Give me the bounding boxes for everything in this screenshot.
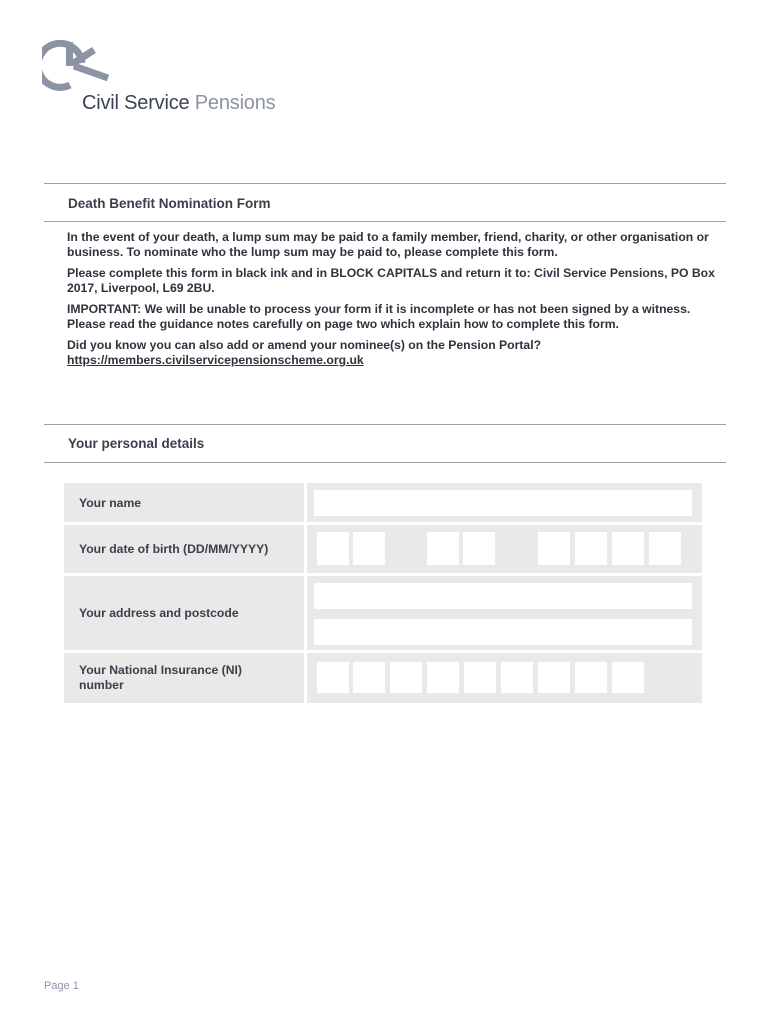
- dob-row: [64, 525, 702, 573]
- name-label-cell: [64, 483, 304, 522]
- name-label: Your name: [79, 496, 142, 510]
- ni-box-3[interactable]: [390, 662, 422, 693]
- name-input[interactable]: [314, 490, 692, 516]
- address-field-cell: [307, 576, 702, 650]
- ni-box-8[interactable]: [575, 662, 607, 693]
- address-row: [64, 576, 702, 650]
- dob-year-box-1[interactable]: [538, 532, 570, 565]
- address-label: Your address and postcode: [79, 606, 239, 620]
- ni-label: Your National Insurance (NI) number: [79, 663, 242, 692]
- section-title: Your personal details: [68, 436, 205, 451]
- logo-wordmark: [82, 92, 275, 115]
- dob-label: Your date of birth (DD/MM/YYYY): [79, 542, 269, 556]
- page-number: Page 1: [44, 980, 79, 992]
- address-input-line-2[interactable]: [314, 619, 692, 645]
- pension-portal-link[interactable]: https://members.civilservicepensionscheme.org.uk: [67, 353, 364, 367]
- name-field-cell: [307, 483, 702, 522]
- dob-year-box-3[interactable]: [612, 532, 644, 565]
- ni-box-7[interactable]: [538, 662, 570, 693]
- dob-label-cell: [64, 525, 304, 573]
- logo-wordmark-secondary: Pensions: [194, 92, 276, 114]
- address-input-line-1[interactable]: [314, 583, 692, 609]
- intro-paragraph-2: Please complete this form in black ink and in BLOCK CAPITALS and return it to: Civil Service Pensions, PO Box 2017, Liverpool, L69 2BU.: [67, 266, 715, 295]
- dob-year-box-4[interactable]: [649, 532, 681, 565]
- ni-box-4[interactable]: [427, 662, 459, 693]
- intro-text: [67, 230, 732, 368]
- ni-field-cell: [307, 653, 702, 703]
- ni-label-cell: [64, 653, 304, 703]
- dob-year-box-2[interactable]: [575, 532, 607, 565]
- name-row: [64, 483, 702, 522]
- intro-paragraph-4: Did you know you can also add or amend your nominee(s) on the Pension Portal?: [67, 338, 542, 352]
- intro-paragraph-1: In the event of your death, a lump sum may be paid to a family member, friend, charity, or other organisation or business. To nominate who the lump sum may be paid to, please complete this form.: [67, 230, 709, 259]
- address-label-cell: [64, 576, 304, 650]
- divider-section-bottom: [44, 462, 726, 463]
- divider-section-top: [44, 424, 726, 425]
- divider-top: [44, 183, 726, 184]
- dob-month-box-1[interactable]: [427, 532, 459, 565]
- civil-service-pensions-logo: [42, 40, 302, 120]
- intro-paragraph-3: IMPORTANT: We will be unable to process your form if it is incomplete or has not been signed by a witness. Please read the guidance notes carefully on page two which explain how to complete this form.: [67, 302, 691, 331]
- ni-row: [64, 653, 702, 703]
- ni-box-5[interactable]: [464, 662, 496, 693]
- dob-field-cell: [307, 525, 702, 573]
- ni-box-6[interactable]: [501, 662, 533, 693]
- dob-day-box-2[interactable]: [353, 532, 385, 565]
- divider-title: [44, 221, 726, 222]
- ni-box-1[interactable]: [317, 662, 349, 693]
- ni-box-9[interactable]: [612, 662, 644, 693]
- dob-month-box-2[interactable]: [463, 532, 495, 565]
- dob-day-box-1[interactable]: [317, 532, 349, 565]
- form-title: Death Benefit Nomination Form: [68, 196, 271, 211]
- logo-wordmark-primary: Civil Service: [82, 92, 190, 114]
- ni-box-2[interactable]: [353, 662, 385, 693]
